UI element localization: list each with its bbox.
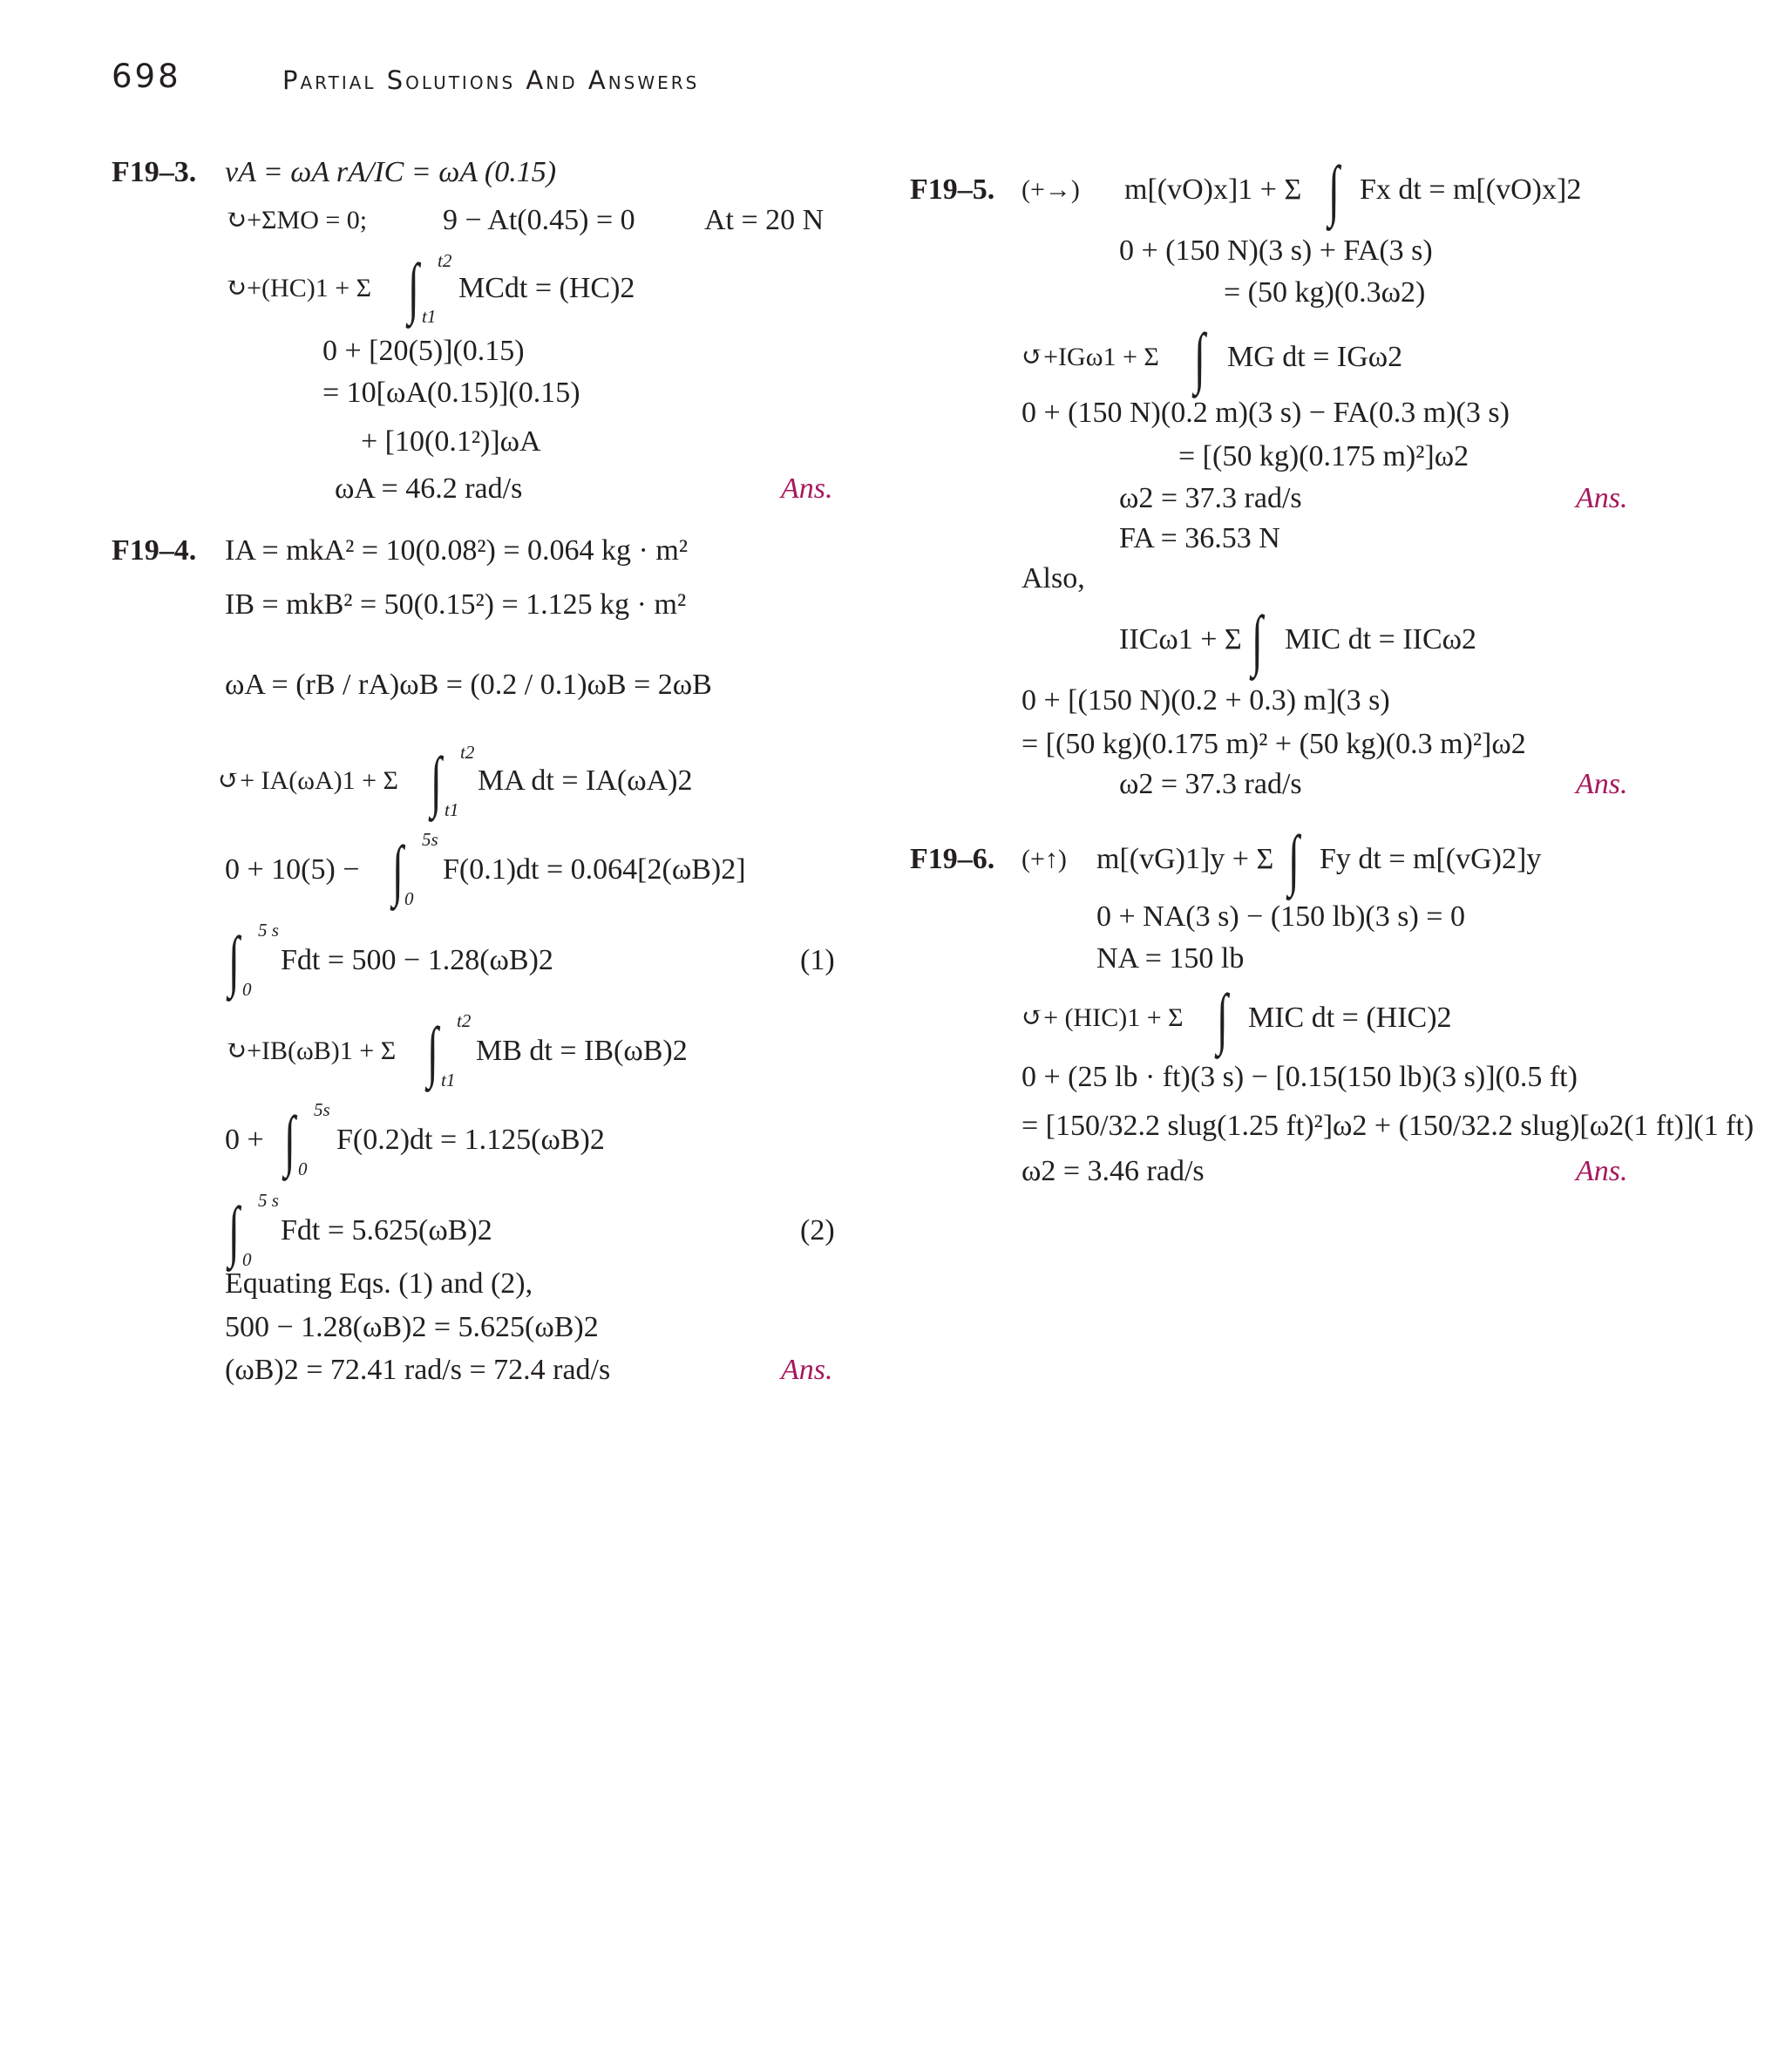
direction-sign: (+→)	[1021, 175, 1080, 204]
integral-lower-limit: t1	[445, 799, 459, 820]
equation-line: ω2 = 37.3 rad/s	[1119, 482, 1302, 514]
integral-lower-limit: t1	[422, 306, 437, 327]
running-head: Partial Solutions And Answers	[282, 65, 700, 95]
answer-marker: Ans.	[1576, 768, 1628, 800]
integral-lower-limit: 0	[404, 888, 414, 909]
equation-line: 500 − 1.28(ωB)2 = 5.625(ωB)2	[225, 1311, 599, 1343]
problem-label: F19–5.	[910, 173, 995, 206]
equation-line: FA = 36.53 N	[1119, 522, 1280, 554]
equation-line: 0 + (150 N)(3 s) + FA(3 s)	[1119, 234, 1433, 267]
problem-label: F19–3.	[112, 156, 197, 188]
integral-sign: ∫	[1288, 821, 1300, 897]
integral-sign: ∫	[427, 1013, 438, 1089]
momentum-sign: ↻+(HC)1 + Σ	[225, 274, 372, 302]
integral-upper-limit: 5s	[422, 829, 438, 850]
equation-line: m[(vO)x]1 + Σ	[1124, 173, 1302, 206]
answer-marker: Ans.	[1576, 482, 1628, 514]
momentum-sign: ↺+IGω1 + Σ	[1021, 343, 1159, 371]
equation-line: ω2 = 37.3 rad/s	[1119, 768, 1302, 800]
momentum-sign: ↻+IB(ωB)1 + Σ	[225, 1036, 397, 1065]
equation-line: NA = 150 lb	[1096, 942, 1245, 975]
equation-line: 0 + (150 N)(0.2 m)(3 s) − FA(0.3 m)(3 s)	[1021, 397, 1510, 429]
equation-line: 9 − At(0.45) = 0	[443, 204, 635, 236]
equation-line: Fy dt = m[(vG)2]y	[1320, 843, 1542, 875]
equation-line: 0 + (25 lb · ft)(3 s) − [0.15(150 lb)(3 s)](0.5 ft)	[1021, 1061, 1578, 1093]
integral-upper-limit: t2	[438, 250, 452, 271]
integral-upper-limit: 5 s	[258, 920, 279, 941]
equation-line: MB dt = IB(ωB)2	[476, 1035, 688, 1067]
equation-line: 0 +	[225, 1124, 264, 1156]
integral-sign: ∫	[228, 922, 240, 998]
equation-line: MA dt = IA(ωA)2	[478, 764, 693, 797]
equation-line: MIC dt = IICω2	[1285, 623, 1477, 656]
integral-sign: ∫	[1328, 152, 1340, 228]
integral-upper-limit: t2	[457, 1010, 472, 1031]
integral-sign: ∫	[1194, 319, 1205, 395]
problem-label: F19–4.	[112, 534, 197, 567]
equation-line: = (50 kg)(0.3ω2)	[1224, 276, 1426, 309]
equation-line: 0 + [20(5)](0.15)	[322, 335, 525, 367]
equation-result: At = 20 N	[704, 204, 825, 236]
equation-line: F(0.1)dt = 0.064[2(ωB)2]	[443, 853, 746, 886]
equation-number: (2)	[800, 1214, 835, 1247]
integral-sign: ∫	[284, 1102, 295, 1178]
equation-line: IICω1 + Σ	[1119, 623, 1242, 656]
equation-line: ωA = (rB / rA)ωB = (0.2 / 0.1)ωB = 2ωB	[225, 669, 712, 701]
moment-sign: ↻+ΣMO = 0;	[225, 206, 368, 234]
equation-line: MCdt = (HC)2	[458, 272, 635, 304]
equation-line: MIC dt = (HIC)2	[1248, 1002, 1452, 1034]
equation-line: IA = mkA² = 10(0.08²) = 0.064 kg · m²	[225, 534, 689, 567]
equation-line: vA = ωA rA/IC = ωA (0.15)	[225, 156, 557, 188]
momentum-sign: ↺+ IA(ωA)1 + Σ	[218, 766, 398, 795]
problem-label: F19–6.	[910, 843, 995, 875]
momentum-sign: ↺+ (HIC)1 + Σ	[1021, 1003, 1184, 1032]
integral-lower-limit: 0	[242, 979, 252, 1000]
equation-line: 0 + NA(3 s) − (150 lb)(3 s) = 0	[1096, 900, 1465, 933]
integral-sign: ∫	[431, 743, 442, 819]
equation-line: (ωB)2 = 72.41 rad/s = 72.4 rad/s	[225, 1354, 611, 1386]
equation-line: ωA = 46.2 rad/s	[335, 472, 523, 505]
answer-marker: Ans.	[781, 472, 833, 505]
integral-sign: ∫	[392, 832, 404, 907]
page-number: 698	[112, 58, 181, 95]
equation-line: Fdt = 5.625(ωB)2	[281, 1214, 492, 1247]
integral-upper-limit: t2	[460, 742, 475, 763]
equation-line: Fx dt = m[(vO)x]2	[1360, 173, 1582, 206]
equation-line: = [150/32.2 slug(1.25 ft)²]ω2 + (150/32.2 slug)[ω2(1 ft)](1 ft)	[1021, 1110, 1754, 1142]
integral-lower-limit: t1	[441, 1070, 456, 1090]
integral-sign: ∫	[1252, 601, 1263, 677]
text-line: Equating Eqs. (1) and (2),	[225, 1267, 533, 1300]
equation-line: = [(50 kg)(0.175 m)²]ω2	[1178, 440, 1469, 472]
equation-line: m[(vG)1]y + Σ	[1096, 843, 1274, 875]
answer-marker: Ans.	[781, 1354, 833, 1386]
direction-sign: (+↑)	[1021, 845, 1067, 873]
equation-line: ω2 = 3.46 rad/s	[1021, 1155, 1205, 1187]
integral-upper-limit: 5 s	[258, 1190, 279, 1211]
equation-line: F(0.2)dt = 1.125(ωB)2	[336, 1124, 605, 1156]
equation-line: IB = mkB² = 50(0.15²) = 1.125 kg · m²	[225, 588, 687, 621]
equation-line: 0 + 10(5) −	[225, 853, 360, 886]
equation-line: Fdt = 500 − 1.28(ωB)2	[281, 944, 553, 976]
equation-number: (1)	[800, 944, 835, 976]
text-line: Also,	[1021, 562, 1085, 594]
equation-line: = 10[ωA(0.15)](0.15)	[322, 377, 580, 409]
integral-sign: ∫	[228, 1192, 240, 1268]
equation-line: 0 + [(150 N)(0.2 + 0.3) m](3 s)	[1021, 684, 1390, 717]
integral-upper-limit: 5s	[314, 1099, 330, 1120]
integral-sign: ∫	[408, 249, 419, 325]
equation-line: MG dt = IGω2	[1227, 341, 1403, 373]
equation-line: = [(50 kg)(0.175 m)² + (50 kg)(0.3 m)²]ω2	[1021, 728, 1526, 760]
integral-sign: ∫	[1217, 980, 1228, 1056]
integral-lower-limit: 0	[242, 1249, 252, 1270]
answer-marker: Ans.	[1576, 1155, 1628, 1187]
equation-line: + [10(0.1²)]ωA	[361, 425, 541, 458]
integral-lower-limit: 0	[298, 1158, 308, 1179]
